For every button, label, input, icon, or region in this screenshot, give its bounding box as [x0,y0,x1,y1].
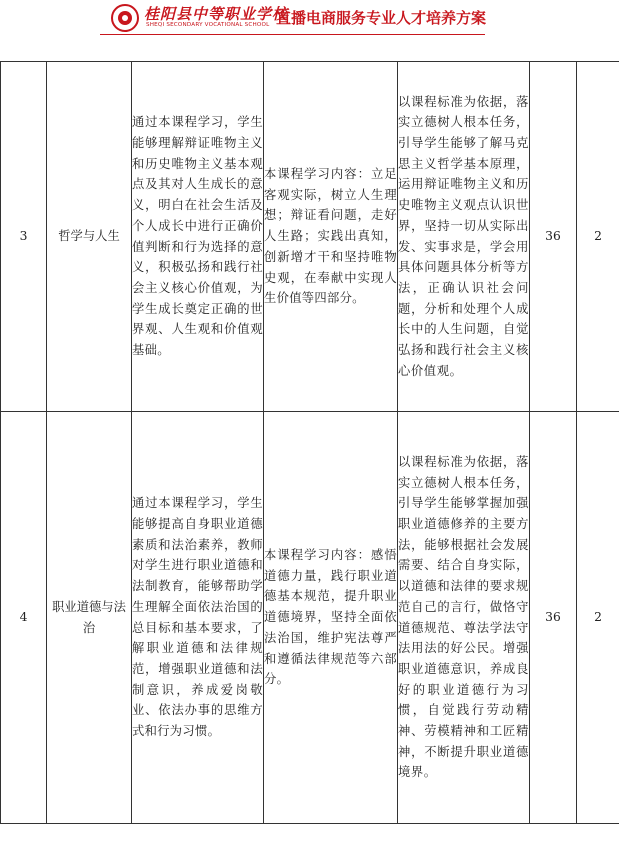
course-goal [132,62,264,412]
course-number: 3 [1,62,47,412]
school-name: 桂阳县中等职业学校 [144,5,289,23]
school-logo-icon [111,4,139,32]
table-row [1,62,619,412]
course-goal-text: 通过本课程学习，学生能够提高自身职业道德素质和法治素养，教师对学生进行职业道德和法制教育，能够帮助学生理解全面依法治国的总目标和基本要求，了解职业道德和法律规范，增强职业道德和法制意识，养成爱岗敬业、依法办事的思维方式和行为习惯。 [132,496,263,739]
document-title: 直播电商服务专业人才培养方案 [276,9,487,27]
course-number: 4 [1,412,47,824]
course-name: 哲学与人生 [47,62,132,412]
course-content-text: 本课程学习内容：感悟道德力量，践行职业道德基本规范，提升职业道德境界，坚持全面依法治国，维护宪法尊严和遵循法律规范等六部分。 [264,548,397,687]
course-hours: 36 [530,62,577,412]
teaching-requirement [398,412,530,824]
teaching-requirement-text: 以课程标准为依据，落实立德树人根本任务，引导学生能够掌握加强职业道德修养的主要方法，能够根据社会发展需要、结合自身实际，以道德和法律的要求规范自己的言行，做恪守道德规范、尊法学法守法用法的好公民。增强职业道德意识，养成良好的职业道德行为习惯，自觉践行劳动精神、劳模精神和工匠精神，不断提升职业道德境界。 [398,454,529,780]
page-header [0,0,619,44]
course-content-text: 本课程学习内容：立足客观实际，树立人生理想；辩证看问题，走好人生路；实践出真知，创新增才干和坚持唯物史观，在奉献中实现人生价值等四部分。 [264,167,397,306]
course-content [264,412,398,824]
table-row [1,412,619,824]
school-name-en: SHEQI SECONDARY VOCATIONAL SCHOOL [146,22,270,28]
course-name: 职业道德与法治 [47,412,132,824]
course-credit: 2 [577,62,619,412]
course-credit: 2 [577,412,619,824]
header-divider [100,34,485,35]
teaching-requirement [398,62,530,412]
course-goal-text: 通过本课程学习，学生能够理解辩证唯物主义和历史唯物主义基本观点及其对人生成长的意义，明白在社会生活及个人成长中进行正确价值判断和行为选择的意义，积极弘扬和践行社会主义核心价值观，为学生成长奠定正确的世界观、人生观和价值观基础。 [132,115,263,358]
teaching-requirement-text: 以课程标准为依据，落实立德树人根本任务，引导学生能够了解马克思主义哲学基本原理，运用辩证唯物主义和历史唯物主义观点认识世界，坚持一切从实际出发、实事求是，学会用具体问题具体分析等方法，正确认识社会问题，分析和处理个人成长中的人生问题，自觉弘扬和践行社会主义核心价值观。 [398,94,529,378]
course-goal [132,412,264,824]
course-table [0,61,619,824]
course-hours: 36 [530,412,577,824]
course-content [264,62,398,412]
